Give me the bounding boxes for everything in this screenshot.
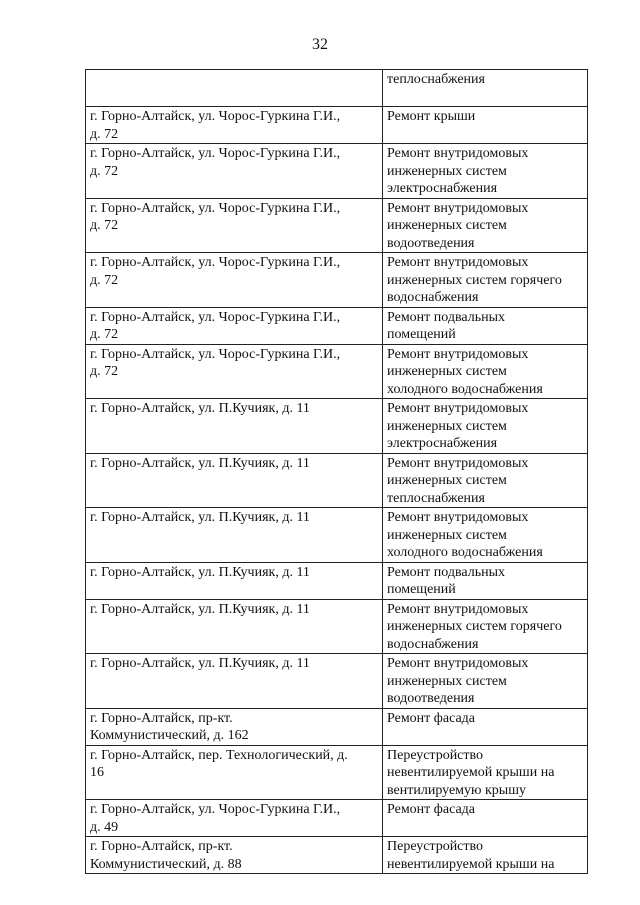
work-cell: Ремонт внутридомовых инженерных систем холодного водоснабжения: [383, 344, 588, 399]
address-cell: г. Горно-Алтайск, пр-кт. Коммунистический, д. 162: [86, 708, 383, 745]
work-cell: Ремонт внутридомовых инженерных систем электроснабжения: [383, 399, 588, 454]
work-cell: Ремонт внутридомовых инженерных систем электроснабжения: [383, 144, 588, 199]
table-row: [86, 253, 588, 308]
address-cell: г. Горно-Алтайск, ул. Чорос-Гуркина Г.И., д. 72: [86, 198, 383, 253]
address-cell: г. Горно-Алтайск, пер. Технологический, д. 16: [86, 745, 383, 800]
address-cell: г. Горно-Алтайск, ул. Чорос-Гуркина Г.И., д. 72: [86, 107, 383, 144]
work-cell: Ремонт фасада: [383, 800, 588, 837]
address-cell: г. Горно-Алтайск, ул. П.Кучияк, д. 11: [86, 453, 383, 508]
page-number: 32: [312, 36, 328, 53]
works-table-body: [86, 70, 588, 874]
work-cell: Ремонт крыши: [383, 107, 588, 144]
work-cell: Ремонт внутридомовых инженерных систем горячего водоснабжения: [383, 599, 588, 654]
table-row: [86, 654, 588, 709]
table-row: [86, 508, 588, 563]
address-cell: г. Горно-Алтайск, ул. П.Кучияк, д. 11: [86, 599, 383, 654]
address-cell: г. Горно-Алтайск, ул. П.Кучияк, д. 11: [86, 399, 383, 454]
address-cell: г. Горно-Алтайск, пр-кт. Коммунистический, д. 88: [86, 837, 383, 874]
table-row: [86, 800, 588, 837]
table-row: [86, 599, 588, 654]
work-cell: Переустройство невентилируемой крыши на вентилируемую крышу: [383, 745, 588, 800]
address-cell: г. Горно-Алтайск, ул. П.Кучияк, д. 11: [86, 562, 383, 599]
table-row: [86, 107, 588, 144]
table-row: [86, 562, 588, 599]
work-cell: теплоснабжения: [383, 70, 588, 107]
table-row: [86, 344, 588, 399]
work-cell: Ремонт фасада: [383, 708, 588, 745]
address-cell: г. Горно-Алтайск, ул. Чорос-Гуркина Г.И., д. 49: [86, 800, 383, 837]
address-cell: г. Горно-Алтайск, ул. Чорос-Гуркина Г.И., д. 72: [86, 344, 383, 399]
address-cell: г. Горно-Алтайск, ул. П.Кучияк, д. 11: [86, 654, 383, 709]
table-row: [86, 307, 588, 344]
address-cell: г. Горно-Алтайск, ул. Чорос-Гуркина Г.И., д. 72: [86, 307, 383, 344]
works-table: [85, 69, 588, 874]
work-cell: Переустройство невентилируемой крыши на: [383, 837, 588, 874]
table-row: [86, 745, 588, 800]
table-row: [86, 70, 588, 107]
work-cell: Ремонт внутридомовых инженерных систем горячего водоснабжения: [383, 253, 588, 308]
table-row: [86, 708, 588, 745]
address-cell: г. Горно-Алтайск, ул. Чорос-Гуркина Г.И., д. 72: [86, 253, 383, 308]
address-cell: г. Горно-Алтайск, ул. Чорос-Гуркина Г.И., д. 72: [86, 144, 383, 199]
work-cell: Ремонт подвальных помещений: [383, 307, 588, 344]
table-row: [86, 837, 588, 874]
work-cell: Ремонт внутридомовых инженерных систем водоотведения: [383, 198, 588, 253]
table-row: [86, 399, 588, 454]
address-cell: г. Горно-Алтайск, ул. П.Кучияк, д. 11: [86, 508, 383, 563]
table-row: [86, 453, 588, 508]
table-row: [86, 144, 588, 199]
address-cell: [86, 70, 383, 107]
table-row: [86, 198, 588, 253]
work-cell: Ремонт внутридомовых инженерных систем теплоснабжения: [383, 453, 588, 508]
work-cell: Ремонт внутридомовых инженерных систем водоотведения: [383, 654, 588, 709]
work-cell: Ремонт подвальных помещений: [383, 562, 588, 599]
work-cell: Ремонт внутридомовых инженерных систем холодного водоснабжения: [383, 508, 588, 563]
